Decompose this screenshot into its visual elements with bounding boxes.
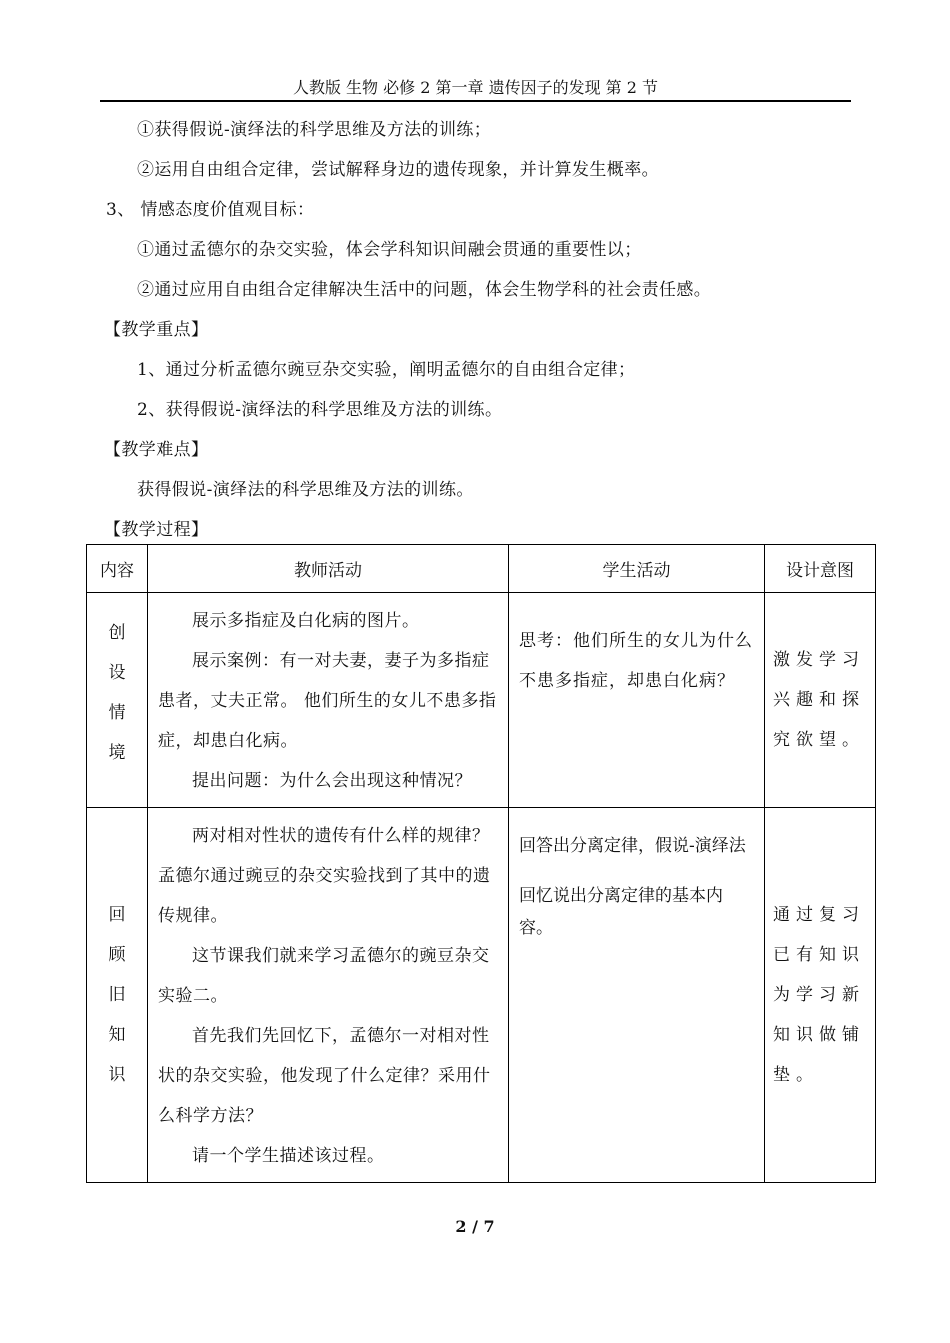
row-content-cell	[87, 808, 148, 1183]
key-point-2: 2、获得假说-演绎法的科学思维及方法的训练。	[137, 400, 503, 420]
student-activity-cell	[509, 808, 765, 1183]
teacher-paragraph: 这节课我们就来学习孟德尔的豌豆杂交实验二。	[158, 946, 490, 1006]
content-char: 境	[108, 743, 126, 763]
header-rule	[100, 100, 851, 102]
header-intent: 设计意图	[765, 545, 876, 593]
content-char: 顾	[108, 945, 126, 965]
student-paragraph: 回答出分离定律，假说-演绎法	[519, 836, 746, 856]
content-char: 旧	[108, 985, 126, 1005]
page-header: 人教版 生物 必修 2 第一章 遗传因子的发现 第 2 节	[292, 78, 659, 97]
header-student: 学生活动	[509, 545, 765, 593]
teacher-paragraph: 展示多指症及白化病的图片。	[192, 611, 420, 631]
objective-line-3: ①通过孟德尔的杂交实验，体会学科知识间融会贯通的重要性以；	[137, 240, 642, 260]
table-row	[87, 808, 876, 1183]
content-char: 创	[108, 623, 126, 643]
row-content-cell	[87, 593, 148, 808]
objective-line-4: ②通过应用自由组合定律解决生活中的问题，体会生物学科的社会责任感。	[137, 280, 712, 300]
difficulty-1: 获得假说-演绎法的科学思维及方法的训练。	[137, 480, 474, 500]
content-char: 回	[108, 905, 126, 925]
teacher-activity-cell	[148, 593, 509, 808]
objective-heading-3: 3、 情感态度价值观目标：	[106, 200, 315, 220]
objective-line-1: ①获得假说-演绎法的科学思维及方法的训练；	[137, 120, 492, 140]
intent-text: 激发学习兴趣和探究欲望。	[773, 650, 865, 750]
teacher-paragraph: 两对相对性状的遗传有什么样的规律？孟德尔通过豌豆的杂交实验找到了其中的遗传规律。	[158, 826, 491, 926]
section-heading-key-points: 【教学重点】	[104, 320, 209, 340]
teacher-activity-cell	[148, 808, 509, 1183]
content-char: 设	[108, 663, 126, 683]
key-point-1: 1、通过分析孟德尔豌豆杂交实验，阐明孟德尔的自由组合定律；	[137, 360, 636, 380]
content-char: 识	[108, 1065, 126, 1085]
teacher-paragraph: 首先我们先回忆下，孟德尔一对相对性状的杂交实验，他发现了什么定律？采用什么科学方法？	[158, 1026, 491, 1126]
teacher-paragraph: 展示案例：有一对夫妻，妻子为多指症患者，丈夫正常。 他们所生的女儿不患多指症，却患白化病。	[158, 651, 497, 751]
design-intent-cell	[765, 593, 876, 808]
table-header-row	[87, 545, 876, 593]
section-heading-difficulties: 【教学难点】	[104, 440, 209, 460]
objective-line-2: ②运用自由组合定律，尝试解释身边的遗传现象，并计算发生概率。	[137, 160, 659, 180]
section-heading-process: 【教学过程】	[104, 520, 209, 540]
page-number: 2 / 7	[455, 1217, 495, 1236]
intent-text: 通过复习已有知识为学习新知识做铺垫。	[773, 905, 865, 1085]
teacher-paragraph: 提出问题：为什么会出现这种情况？	[192, 771, 472, 791]
design-intent-cell	[765, 808, 876, 1183]
table-row	[87, 593, 876, 808]
teaching-process-table	[86, 544, 876, 1183]
content-char: 知	[108, 1025, 126, 1045]
header-teacher: 教师活动	[148, 545, 509, 593]
content-char: 情	[108, 703, 126, 723]
student-activity-cell	[509, 593, 765, 808]
teacher-paragraph: 请一个学生描述该过程。	[192, 1146, 385, 1166]
header-content: 内容	[87, 545, 148, 593]
student-paragraph: 思考：他们所生的女儿为什么不患多指症，却患白化病？	[519, 631, 753, 691]
student-paragraph: 回忆说出分离定律的基本内容。	[519, 886, 723, 938]
